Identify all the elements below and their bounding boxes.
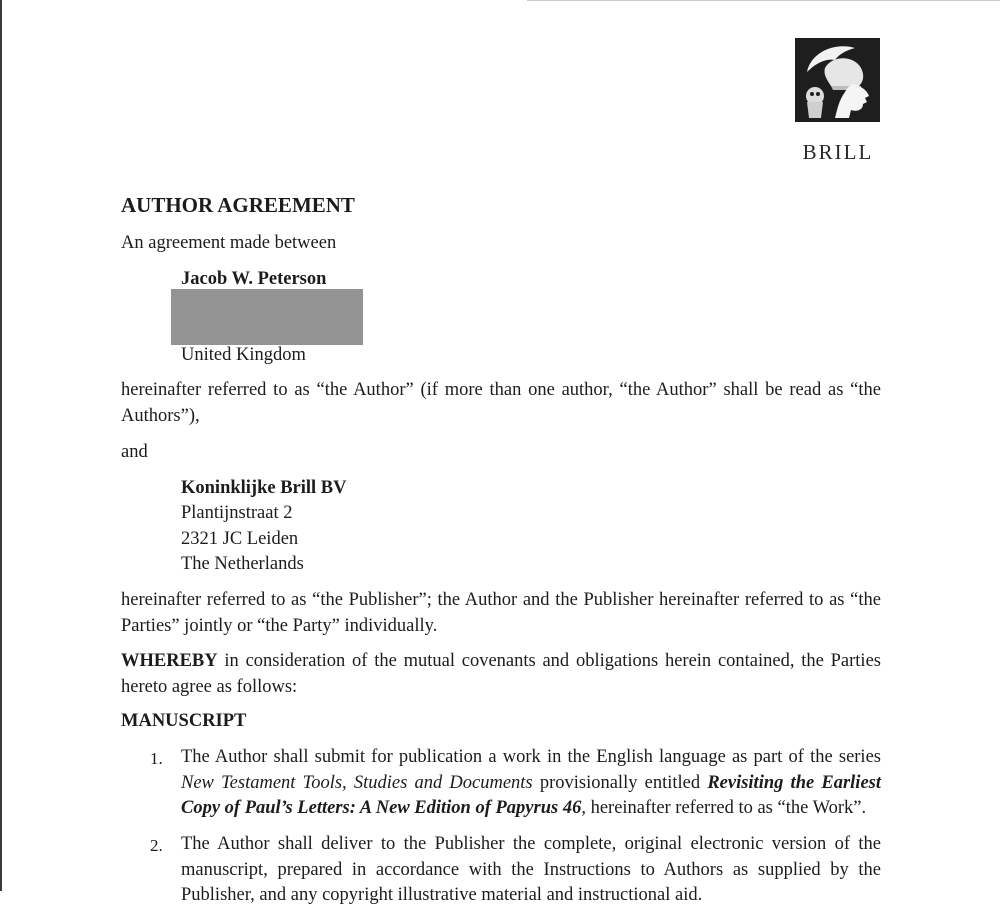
publisher-name: Koninklijke Brill BV [181, 478, 347, 498]
page-top-edge [527, 0, 1000, 1]
athena-helmet-logo-icon [795, 38, 880, 122]
clause-1-series: New Testament Tools, Studies and Documents [181, 772, 533, 793]
author-reference-paragraph: hereinafter referred to as “the Author” (if more than one author, “the Author” shall be read as “the Authors”), [121, 380, 881, 426]
author-country: United Kingdom [181, 345, 306, 365]
publisher-country: The Netherlands [181, 554, 304, 574]
section-heading: MANUSCRIPT [121, 711, 247, 731]
publisher-street: Plantijnstraat 2 [181, 503, 293, 523]
page-left-edge [0, 0, 2, 891]
conjunction-text: and [121, 442, 148, 462]
clause-1-work-title: Revisiting the Earliest Copy of Paul’s Letters: A New Edition of Papyrus 46 [181, 772, 881, 818]
clause-1-part1: The Author shall submit for publication a work in the English language as part of the series [181, 747, 881, 767]
clause-1-part2: provisionally entitled [532, 772, 708, 793]
publisher-postcode-city: 2321 JC Leiden [181, 529, 299, 549]
document-title: AUTHOR AGREEMENT [121, 193, 355, 217]
redacted-address [171, 289, 363, 345]
whereby-lead: WHEREBY [121, 651, 218, 671]
publisher-reference-paragraph: hereinafter referred to as “the Publisher”; the Author and the Publisher hereinafter referred to as “the Parties” jointly or “the Party” individually. [121, 590, 881, 636]
whereby-paragraph [121, 649, 881, 700]
intro-text: An agreement made between [121, 233, 337, 253]
clause-1-part3: , hereinafter referred to as “the Work”. [581, 798, 867, 818]
clause-1-text [181, 745, 881, 822]
clause-number: 1. [150, 749, 163, 768]
clause-number: 2. [150, 836, 163, 855]
author-name: Jacob W. Peterson [181, 269, 327, 289]
whereby-text: in consideration of the mutual covenants and obligations herein contained, the Parties hereto agree as follows: [121, 651, 881, 697]
clause-2-text: The Author shall deliver to the Publisher the complete, original electronic version of the manuscript, prepared in accordance with the Instructions to Authors as supplied by the Publisher, and any copyright illustrative material and instructional aid. [181, 834, 881, 905]
brand-name: BRILL [802, 140, 874, 164]
